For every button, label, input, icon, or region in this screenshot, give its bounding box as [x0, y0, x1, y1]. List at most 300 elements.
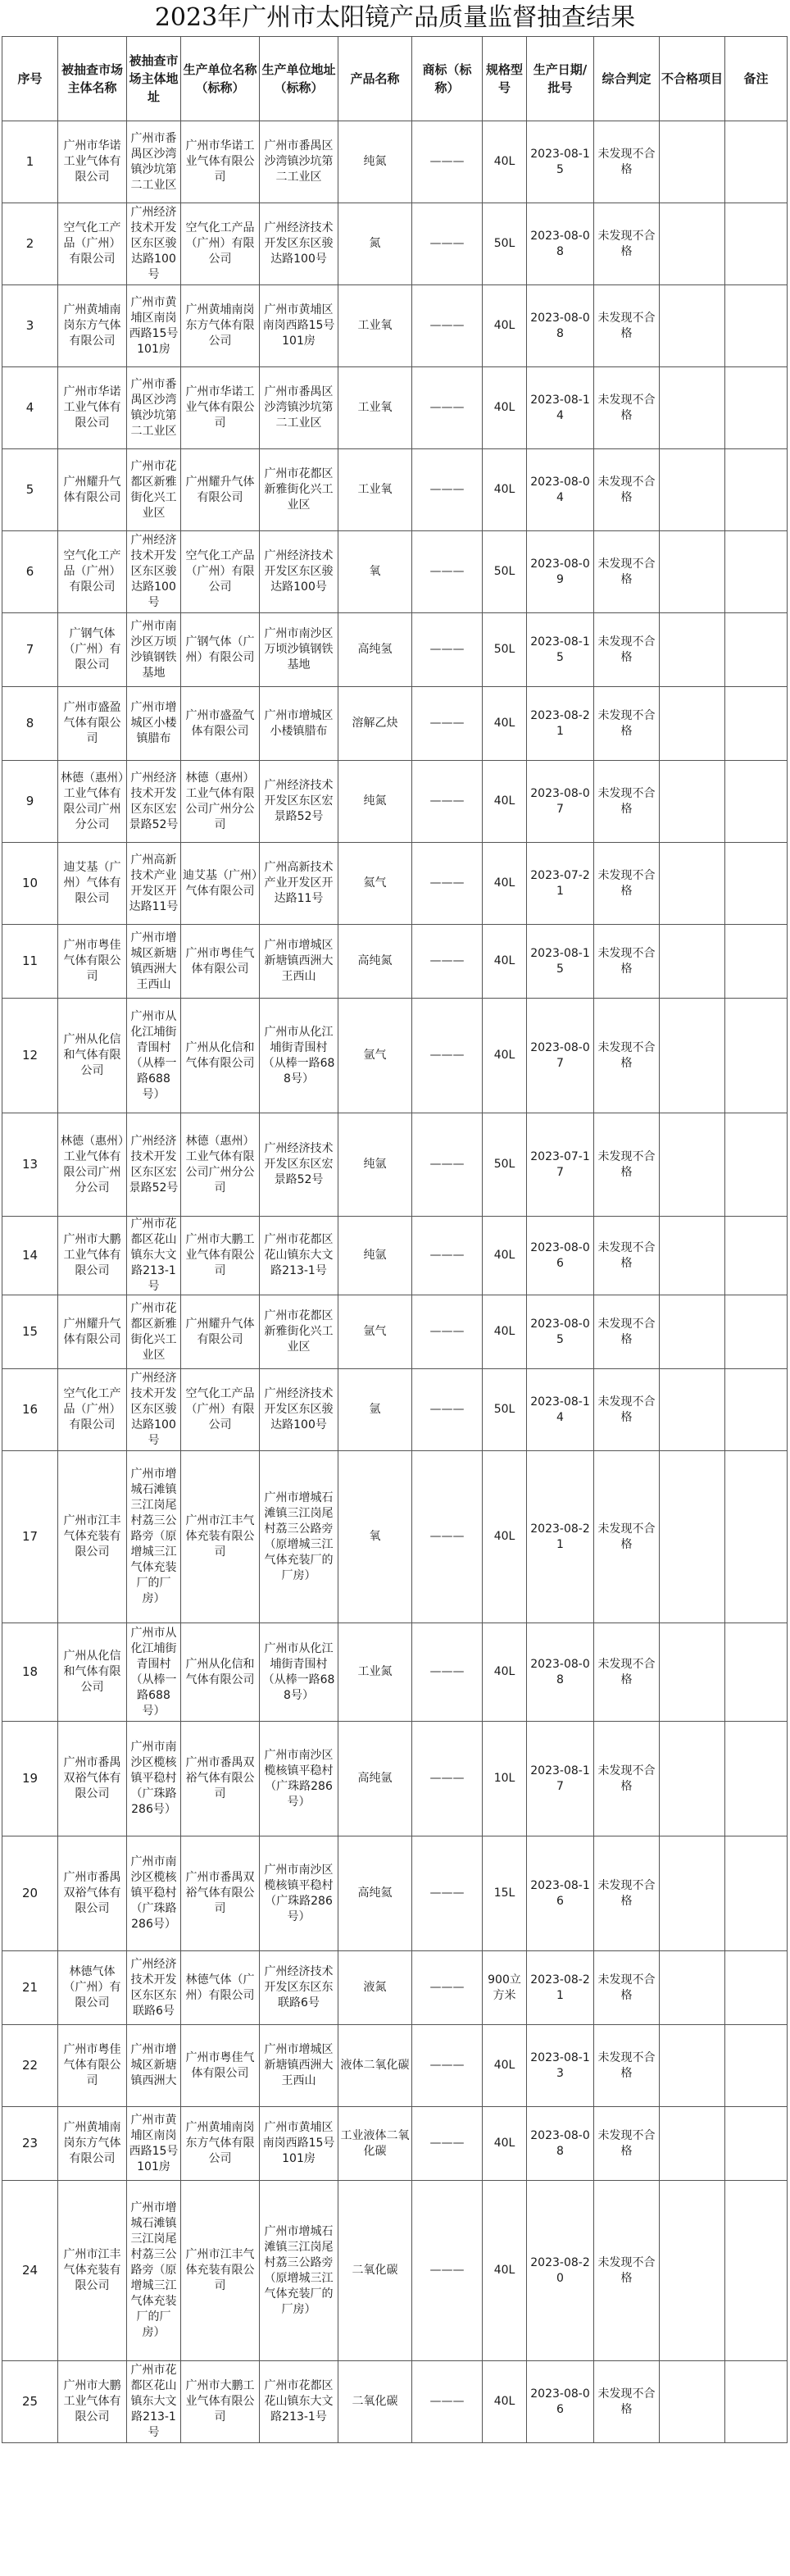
- cell-note: [725, 687, 788, 761]
- cell-spec: 10L: [483, 1722, 527, 1836]
- cell-product: 二氧化碳: [338, 2181, 412, 2361]
- cell-verdict: 未发现不合格: [594, 1451, 660, 1623]
- col-header-product: 产品名称: [338, 37, 412, 121]
- cell-product: 纯氮: [338, 761, 412, 843]
- cell-maker: 广州市江丰气体充装有限公司: [181, 2181, 260, 2361]
- cell-entity-address: 广州市黄埔区南岗西路15号101房: [127, 2107, 181, 2181]
- cell-brand: ———: [412, 1369, 483, 1451]
- cell-entity-address: 广州市南沙区万顷沙镇钢铁基地: [127, 613, 181, 687]
- cell-date: 2023-08-15: [527, 613, 594, 687]
- cell-note: [725, 449, 788, 531]
- col-header-date: 生产日期/批号: [527, 37, 594, 121]
- cell-spec: 15L: [483, 1836, 527, 1951]
- cell-product: 高纯氮: [338, 925, 412, 999]
- cell-verdict: 未发现不合格: [594, 1951, 660, 2025]
- cell-spec: 900立方米: [483, 1951, 527, 2025]
- cell-entity-address: 广州市从化江埔街青围村（从棒一路688号）: [127, 999, 181, 1113]
- cell-product: 工业氧: [338, 367, 412, 449]
- cell-maker: 广州市江丰气体充装有限公司: [181, 1451, 260, 1623]
- cell-entity-address: 广州市花都区新雅街化兴工业区: [127, 449, 181, 531]
- cell-product: 氩: [338, 1369, 412, 1451]
- cell-spec: 40L: [483, 449, 527, 531]
- cell-maker-address: 广州市花都区新雅街化兴工业区: [260, 1295, 338, 1369]
- table-row: [2, 2107, 788, 2181]
- cell-note: [725, 2181, 788, 2361]
- cell-spec: 40L: [483, 843, 527, 925]
- cell-note: [725, 925, 788, 999]
- cell-maker: 广州黄埔南岗东方气体有限公司: [181, 2107, 260, 2181]
- cell-unqualified: [660, 999, 725, 1113]
- cell-entity: 空气化工产品（广州）有限公司: [58, 531, 127, 613]
- cell-verdict: 未发现不合格: [594, 1836, 660, 1951]
- cell-note: [725, 2107, 788, 2181]
- cell-unqualified: [660, 449, 725, 531]
- cell-note: [725, 1295, 788, 1369]
- cell-date: 2023-08-06: [527, 1217, 594, 1295]
- cell-entity: 空气化工产品（广州）有限公司: [58, 1369, 127, 1451]
- cell-note: [725, 203, 788, 285]
- cell-maker-address: 广州经济技术开发区东区骏达路100号: [260, 203, 338, 285]
- cell-maker-address: 广州高新技术产业开发区开达路11号: [260, 843, 338, 925]
- cell-entity: 广州从化信和气体有限公司: [58, 999, 127, 1113]
- cell-entity: 广州耀升气体有限公司: [58, 449, 127, 531]
- cell-spec: 50L: [483, 613, 527, 687]
- cell-unqualified: [660, 1722, 725, 1836]
- cell-entity: 广州市番禺双裕气体有限公司: [58, 1722, 127, 1836]
- cell-entity-address: 广州经济技术开发区东区东联路6号: [127, 1951, 181, 2025]
- cell-entity: 广州市华诺工业气体有限公司: [58, 121, 127, 203]
- cell-maker-address: 广州市番禺区沙湾镇沙坑第二工业区: [260, 367, 338, 449]
- col-header-note: 备注: [725, 37, 788, 121]
- cell-maker: 林德（惠州）工业气体有限公司广州分公司: [181, 761, 260, 843]
- cell-maker: 广州市粤佳气体有限公司: [181, 2025, 260, 2107]
- table-row: [2, 1217, 788, 1295]
- table-row: [2, 1369, 788, 1451]
- table-row: [2, 687, 788, 761]
- cell-maker-address: 广州市花都区花山镇东大文路213-1号: [260, 2361, 338, 2443]
- cell-unqualified: [660, 1113, 725, 1217]
- cell-product: 氧: [338, 531, 412, 613]
- cell-date: 2023-08-17: [527, 1722, 594, 1836]
- cell-brand: ———: [412, 1295, 483, 1369]
- cell-entity: 广州耀升气体有限公司: [58, 1295, 127, 1369]
- cell-entity-address: 广州经济技术开发区东区宏景路52号: [127, 761, 181, 843]
- cell-verdict: 未发现不合格: [594, 999, 660, 1113]
- cell-product: 工业氧: [338, 449, 412, 531]
- cell-maker-address: 广州市南沙区万顷沙镇钢铁基地: [260, 613, 338, 687]
- cell-product: 二氧化碳: [338, 2361, 412, 2443]
- cell-verdict: 未发现不合格: [594, 2361, 660, 2443]
- table-row: [2, 367, 788, 449]
- table-row: [2, 2361, 788, 2443]
- cell-entity-address: 广州经济技术开发区东区骏达路100号: [127, 531, 181, 613]
- cell-product: 氦气: [338, 843, 412, 925]
- cell-entity-address: 广州高新技术产业开发区开达路11号: [127, 843, 181, 925]
- col-header-entity-address: 被抽查市场主体地址: [127, 37, 181, 121]
- cell-maker-address: 广州市从化江埔街青围村（从棒一路688号）: [260, 999, 338, 1113]
- table-row: [2, 843, 788, 925]
- cell-date: 2023-08-08: [527, 203, 594, 285]
- cell-maker: 空气化工产品（广州）有限公司: [181, 1369, 260, 1451]
- table-row: [2, 449, 788, 531]
- cell-note: [725, 1217, 788, 1295]
- cell-spec: 40L: [483, 761, 527, 843]
- cell-maker-address: 广州市番禺区沙湾镇沙坑第二工业区: [260, 121, 338, 203]
- cell-brand: ———: [412, 843, 483, 925]
- cell-note: [725, 1623, 788, 1722]
- cell-note: [725, 1369, 788, 1451]
- cell-note: [725, 1113, 788, 1217]
- cell-seq: 7: [2, 613, 58, 687]
- cell-brand: ———: [412, 1451, 483, 1623]
- cell-note: [725, 613, 788, 687]
- cell-date: 2023-08-16: [527, 1836, 594, 1951]
- cell-entity-address: 广州市花都区花山镇东大文路213-1号: [127, 2361, 181, 2443]
- cell-maker-address: 广州经济技术开发区东区骏达路100号: [260, 531, 338, 613]
- table-row: [2, 925, 788, 999]
- cell-unqualified: [660, 1836, 725, 1951]
- cell-entity: 林德（惠州）工业气体有限公司广州分公司: [58, 761, 127, 843]
- table-body: [2, 121, 788, 2443]
- cell-entity: 广州市大鹏工业气体有限公司: [58, 2361, 127, 2443]
- cell-date: 2023-08-09: [527, 531, 594, 613]
- cell-seq: 1: [2, 121, 58, 203]
- cell-unqualified: [660, 1451, 725, 1623]
- cell-note: [725, 531, 788, 613]
- cell-unqualified: [660, 2361, 725, 2443]
- cell-entity: 林德（惠州）工业气体有限公司广州分公司: [58, 1113, 127, 1217]
- cell-date: 2023-08-14: [527, 1369, 594, 1451]
- cell-spec: 50L: [483, 203, 527, 285]
- cell-spec: 40L: [483, 999, 527, 1113]
- col-header-verdict: 综合判定: [594, 37, 660, 121]
- cell-verdict: 未发现不合格: [594, 1113, 660, 1217]
- col-header-seq: 序号: [2, 37, 58, 121]
- cell-brand: ———: [412, 285, 483, 367]
- cell-seq: 10: [2, 843, 58, 925]
- cell-entity-address: 广州市番禺区沙湾镇沙坑第二工业区: [127, 121, 181, 203]
- cell-seq: 13: [2, 1113, 58, 1217]
- cell-date: 2023-08-15: [527, 121, 594, 203]
- cell-date: 2023-08-08: [527, 2107, 594, 2181]
- cell-verdict: 未发现不合格: [594, 2025, 660, 2107]
- cell-maker-address: 广州市南沙区榄核镇平稳村（广珠路286号）: [260, 1722, 338, 1836]
- cell-verdict: 未发现不合格: [594, 925, 660, 999]
- cell-maker: 空气化工产品（广州）有限公司: [181, 203, 260, 285]
- cell-date: 2023-08-21: [527, 687, 594, 761]
- cell-unqualified: [660, 2025, 725, 2107]
- cell-entity-address: 广州市增城区新塘镇西洲大: [127, 2025, 181, 2107]
- cell-entity: 广钢气体（广州）有限公司: [58, 613, 127, 687]
- cell-date: 2023-08-13: [527, 2025, 594, 2107]
- table-row: [2, 531, 788, 613]
- cell-note: [725, 843, 788, 925]
- cell-unqualified: [660, 531, 725, 613]
- cell-verdict: 未发现不合格: [594, 449, 660, 531]
- cell-date: 2023-08-20: [527, 2181, 594, 2361]
- cell-product: 高纯氦: [338, 1836, 412, 1951]
- cell-spec: 40L: [483, 2361, 527, 2443]
- table-row: [2, 999, 788, 1113]
- cell-brand: ———: [412, 1836, 483, 1951]
- cell-maker: 广州耀升气体有限公司: [181, 1295, 260, 1369]
- cell-unqualified: [660, 613, 725, 687]
- cell-unqualified: [660, 367, 725, 449]
- cell-note: [725, 761, 788, 843]
- cell-brand: ———: [412, 2025, 483, 2107]
- table-header-row: [2, 37, 788, 121]
- cell-maker: 广州市粤佳气体有限公司: [181, 925, 260, 999]
- cell-seq: 21: [2, 1951, 58, 2025]
- cell-note: [725, 999, 788, 1113]
- cell-note: [725, 121, 788, 203]
- table-row: [2, 2181, 788, 2361]
- cell-product: 工业氮: [338, 1623, 412, 1722]
- cell-product: 溶解乙炔: [338, 687, 412, 761]
- cell-maker: 广州市盛盈气体有限公司: [181, 687, 260, 761]
- cell-seq: 4: [2, 367, 58, 449]
- cell-entity: 广州黄埔南岗东方气体有限公司: [58, 285, 127, 367]
- cell-brand: ———: [412, 2181, 483, 2361]
- cell-entity-address: 广州经济技术开发区东区骏达路100号: [127, 203, 181, 285]
- cell-brand: ———: [412, 925, 483, 999]
- cell-seq: 24: [2, 2181, 58, 2361]
- cell-maker-address: 广州市黄埔区南岗西路15号101房: [260, 2107, 338, 2181]
- cell-entity: 林德气体（广州）有限公司: [58, 1951, 127, 2025]
- cell-entity-address: 广州市增城石滩镇三江岗尾村荔三公路旁（原增城三江气体充装厂的厂房）: [127, 2181, 181, 2361]
- col-header-maker-address: 生产单位地址（标称）: [260, 37, 338, 121]
- cell-entity-address: 广州市南沙区榄核镇平稳村（广珠路286号）: [127, 1836, 181, 1951]
- cell-entity: 空气化工产品（广州）有限公司: [58, 203, 127, 285]
- cell-spec: 40L: [483, 2025, 527, 2107]
- cell-seq: 8: [2, 687, 58, 761]
- cell-seq: 22: [2, 2025, 58, 2107]
- table-row: [2, 1951, 788, 2025]
- cell-unqualified: [660, 203, 725, 285]
- cell-product: 液氮: [338, 1951, 412, 2025]
- cell-unqualified: [660, 1951, 725, 2025]
- cell-unqualified: [660, 1623, 725, 1722]
- table-row: [2, 203, 788, 285]
- cell-verdict: 未发现不合格: [594, 1295, 660, 1369]
- cell-date: 2023-08-07: [527, 999, 594, 1113]
- cell-maker: 广州黄埔南岗东方气体有限公司: [181, 285, 260, 367]
- cell-unqualified: [660, 2181, 725, 2361]
- cell-date: 2023-07-17: [527, 1113, 594, 1217]
- table-row: [2, 2025, 788, 2107]
- cell-entity: 广州市江丰气体充装有限公司: [58, 2181, 127, 2361]
- cell-verdict: 未发现不合格: [594, 203, 660, 285]
- table-row: [2, 285, 788, 367]
- cell-seq: 16: [2, 1369, 58, 1451]
- cell-unqualified: [660, 1295, 725, 1369]
- cell-unqualified: [660, 285, 725, 367]
- cell-note: [725, 2025, 788, 2107]
- cell-entity-address: 广州经济技术开发区东区骏达路100号: [127, 1369, 181, 1451]
- cell-date: 2023-08-05: [527, 1295, 594, 1369]
- cell-seq: 12: [2, 999, 58, 1113]
- cell-brand: ———: [412, 449, 483, 531]
- cell-entity: 广州市盛盈气体有限公司: [58, 687, 127, 761]
- cell-entity: 广州市粤佳气体有限公司: [58, 925, 127, 999]
- cell-product: 氩气: [338, 1295, 412, 1369]
- cell-spec: 50L: [483, 531, 527, 613]
- cell-maker: 广钢气体（广州）有限公司: [181, 613, 260, 687]
- cell-entity-address: 广州市增城区新塘镇西洲大王西山: [127, 925, 181, 999]
- cell-verdict: 未发现不合格: [594, 367, 660, 449]
- cell-entity: 迪艾基（广州）气体有限公司: [58, 843, 127, 925]
- cell-maker: 林德（惠州）工业气体有限公司广州分公司: [181, 1113, 260, 1217]
- table-row: [2, 1722, 788, 1836]
- cell-note: [725, 1451, 788, 1623]
- cell-spec: 40L: [483, 2107, 527, 2181]
- cell-brand: ———: [412, 531, 483, 613]
- cell-brand: ———: [412, 1623, 483, 1722]
- table-row: [2, 1623, 788, 1722]
- cell-spec: 40L: [483, 1295, 527, 1369]
- cell-unqualified: [660, 121, 725, 203]
- cell-maker: 广州从化信和气体有限公司: [181, 999, 260, 1113]
- cell-entity-address: 广州市花都区花山镇东大文路213-1号: [127, 1217, 181, 1295]
- cell-seq: 15: [2, 1295, 58, 1369]
- cell-maker: 迪艾基（广州）气体有限公司: [181, 843, 260, 925]
- cell-entity-address: 广州市南沙区榄核镇平稳村（广珠路286号）: [127, 1722, 181, 1836]
- cell-date: 2023-08-07: [527, 761, 594, 843]
- cell-spec: 40L: [483, 1623, 527, 1722]
- cell-verdict: 未发现不合格: [594, 531, 660, 613]
- cell-product: 纯氩: [338, 1113, 412, 1217]
- cell-verdict: 未发现不合格: [594, 613, 660, 687]
- table-row: [2, 1451, 788, 1623]
- cell-entity: 广州市番禺双裕气体有限公司: [58, 1836, 127, 1951]
- cell-maker: 广州市华诺工业气体有限公司: [181, 121, 260, 203]
- cell-spec: 40L: [483, 2181, 527, 2361]
- cell-note: [725, 2361, 788, 2443]
- cell-unqualified: [660, 687, 725, 761]
- cell-unqualified: [660, 761, 725, 843]
- cell-spec: 40L: [483, 121, 527, 203]
- cell-date: 2023-08-15: [527, 925, 594, 999]
- cell-product: 工业液体二氧化碳: [338, 2107, 412, 2181]
- cell-date: 2023-08-21: [527, 1951, 594, 2025]
- cell-seq: 2: [2, 203, 58, 285]
- cell-verdict: 未发现不合格: [594, 2181, 660, 2361]
- cell-entity-address: 广州市花都区新雅街化兴工业区: [127, 1295, 181, 1369]
- cell-maker: 空气化工产品（广州）有限公司: [181, 531, 260, 613]
- cell-product: 氧: [338, 1451, 412, 1623]
- page-title: 2023年广州市太阳镜产品质量监督抽查结果: [154, 3, 636, 32]
- results-table: [2, 36, 788, 2443]
- cell-date: 2023-08-08: [527, 1623, 594, 1722]
- cell-brand: ———: [412, 613, 483, 687]
- cell-seq: 9: [2, 761, 58, 843]
- cell-note: [725, 285, 788, 367]
- cell-brand: ———: [412, 1951, 483, 2025]
- cell-brand: ———: [412, 761, 483, 843]
- cell-entity: 广州市大鹏工业气体有限公司: [58, 1217, 127, 1295]
- cell-note: [725, 1722, 788, 1836]
- cell-spec: 50L: [483, 1113, 527, 1217]
- cell-verdict: 未发现不合格: [594, 2107, 660, 2181]
- cell-entity-address: 广州市从化江埔街青围村（从棒一路688号）: [127, 1623, 181, 1722]
- cell-maker-address: 广州市黄埔区南岗西路15号101房: [260, 285, 338, 367]
- col-header-spec: 规格型号: [483, 37, 527, 121]
- cell-date: 2023-08-14: [527, 367, 594, 449]
- table-row: [2, 121, 788, 203]
- cell-date: 2023-08-04: [527, 449, 594, 531]
- cell-spec: 40L: [483, 1217, 527, 1295]
- cell-verdict: 未发现不合格: [594, 843, 660, 925]
- cell-maker-address: 广州市从化江埔街青围村（从棒一路688号）: [260, 1623, 338, 1722]
- cell-brand: ———: [412, 687, 483, 761]
- table-row: [2, 1295, 788, 1369]
- cell-product: 氩气: [338, 999, 412, 1113]
- cell-maker: 广州市华诺工业气体有限公司: [181, 367, 260, 449]
- cell-maker-address: 广州经济技术开发区东区宏景路52号: [260, 1113, 338, 1217]
- cell-spec: 40L: [483, 687, 527, 761]
- cell-maker: 广州市番禺双裕气体有限公司: [181, 1836, 260, 1951]
- col-header-entity: 被抽查市场主体名称: [58, 37, 127, 121]
- cell-entity: 广州市华诺工业气体有限公司: [58, 367, 127, 449]
- cell-maker-address: 广州市花都区新雅街化兴工业区: [260, 449, 338, 531]
- col-header-brand: 商标（标称）: [412, 37, 483, 121]
- cell-maker: 林德气体（广州）有限公司: [181, 1951, 260, 2025]
- cell-entity: 广州市粤佳气体有限公司: [58, 2025, 127, 2107]
- cell-seq: 19: [2, 1722, 58, 1836]
- cell-note: [725, 1836, 788, 1951]
- cell-entity: 广州黄埔南岗东方气体有限公司: [58, 2107, 127, 2181]
- cell-brand: ———: [412, 999, 483, 1113]
- cell-maker: 广州从化信和气体有限公司: [181, 1623, 260, 1722]
- cell-date: 2023-07-21: [527, 843, 594, 925]
- cell-note: [725, 1951, 788, 2025]
- cell-maker-address: 广州市增城石滩镇三江岗尾村荔三公路旁（原增城三江气体充装厂的厂房）: [260, 2181, 338, 2361]
- cell-verdict: 未发现不合格: [594, 687, 660, 761]
- cell-verdict: 未发现不合格: [594, 1217, 660, 1295]
- cell-entity-address: 广州经济技术开发区东区宏景路52号: [127, 1113, 181, 1217]
- cell-brand: ———: [412, 367, 483, 449]
- cell-verdict: 未发现不合格: [594, 1369, 660, 1451]
- cell-unqualified: [660, 1217, 725, 1295]
- cell-brand: ———: [412, 1113, 483, 1217]
- cell-product: 工业氧: [338, 285, 412, 367]
- cell-brand: ———: [412, 1217, 483, 1295]
- cell-spec: 50L: [483, 1369, 527, 1451]
- table-row: [2, 1836, 788, 1951]
- cell-unqualified: [660, 1369, 725, 1451]
- cell-product: 纯氮: [338, 121, 412, 203]
- cell-maker-address: 广州经济技术开发区东区骏达路100号: [260, 1369, 338, 1451]
- cell-date: 2023-08-21: [527, 1451, 594, 1623]
- cell-maker-address: 广州经济技术开发区东区宏景路52号: [260, 761, 338, 843]
- cell-unqualified: [660, 2107, 725, 2181]
- cell-product: 高纯氢: [338, 613, 412, 687]
- cell-product: 纯氩: [338, 1217, 412, 1295]
- cell-brand: ———: [412, 203, 483, 285]
- cell-spec: 40L: [483, 285, 527, 367]
- cell-date: 2023-08-08: [527, 285, 594, 367]
- cell-product: 液体二氧化碳: [338, 2025, 412, 2107]
- cell-maker: 广州耀升气体有限公司: [181, 449, 260, 531]
- cell-brand: ———: [412, 1722, 483, 1836]
- cell-verdict: 未发现不合格: [594, 285, 660, 367]
- cell-seq: 17: [2, 1451, 58, 1623]
- table-row: [2, 613, 788, 687]
- cell-entity-address: 广州市增城区小楼镇腊布: [127, 687, 181, 761]
- cell-seq: 6: [2, 531, 58, 613]
- col-header-unqualified: 不合格项目: [660, 37, 725, 121]
- cell-entity-address: 广州市番禺区沙湾镇沙坑第二工业区: [127, 367, 181, 449]
